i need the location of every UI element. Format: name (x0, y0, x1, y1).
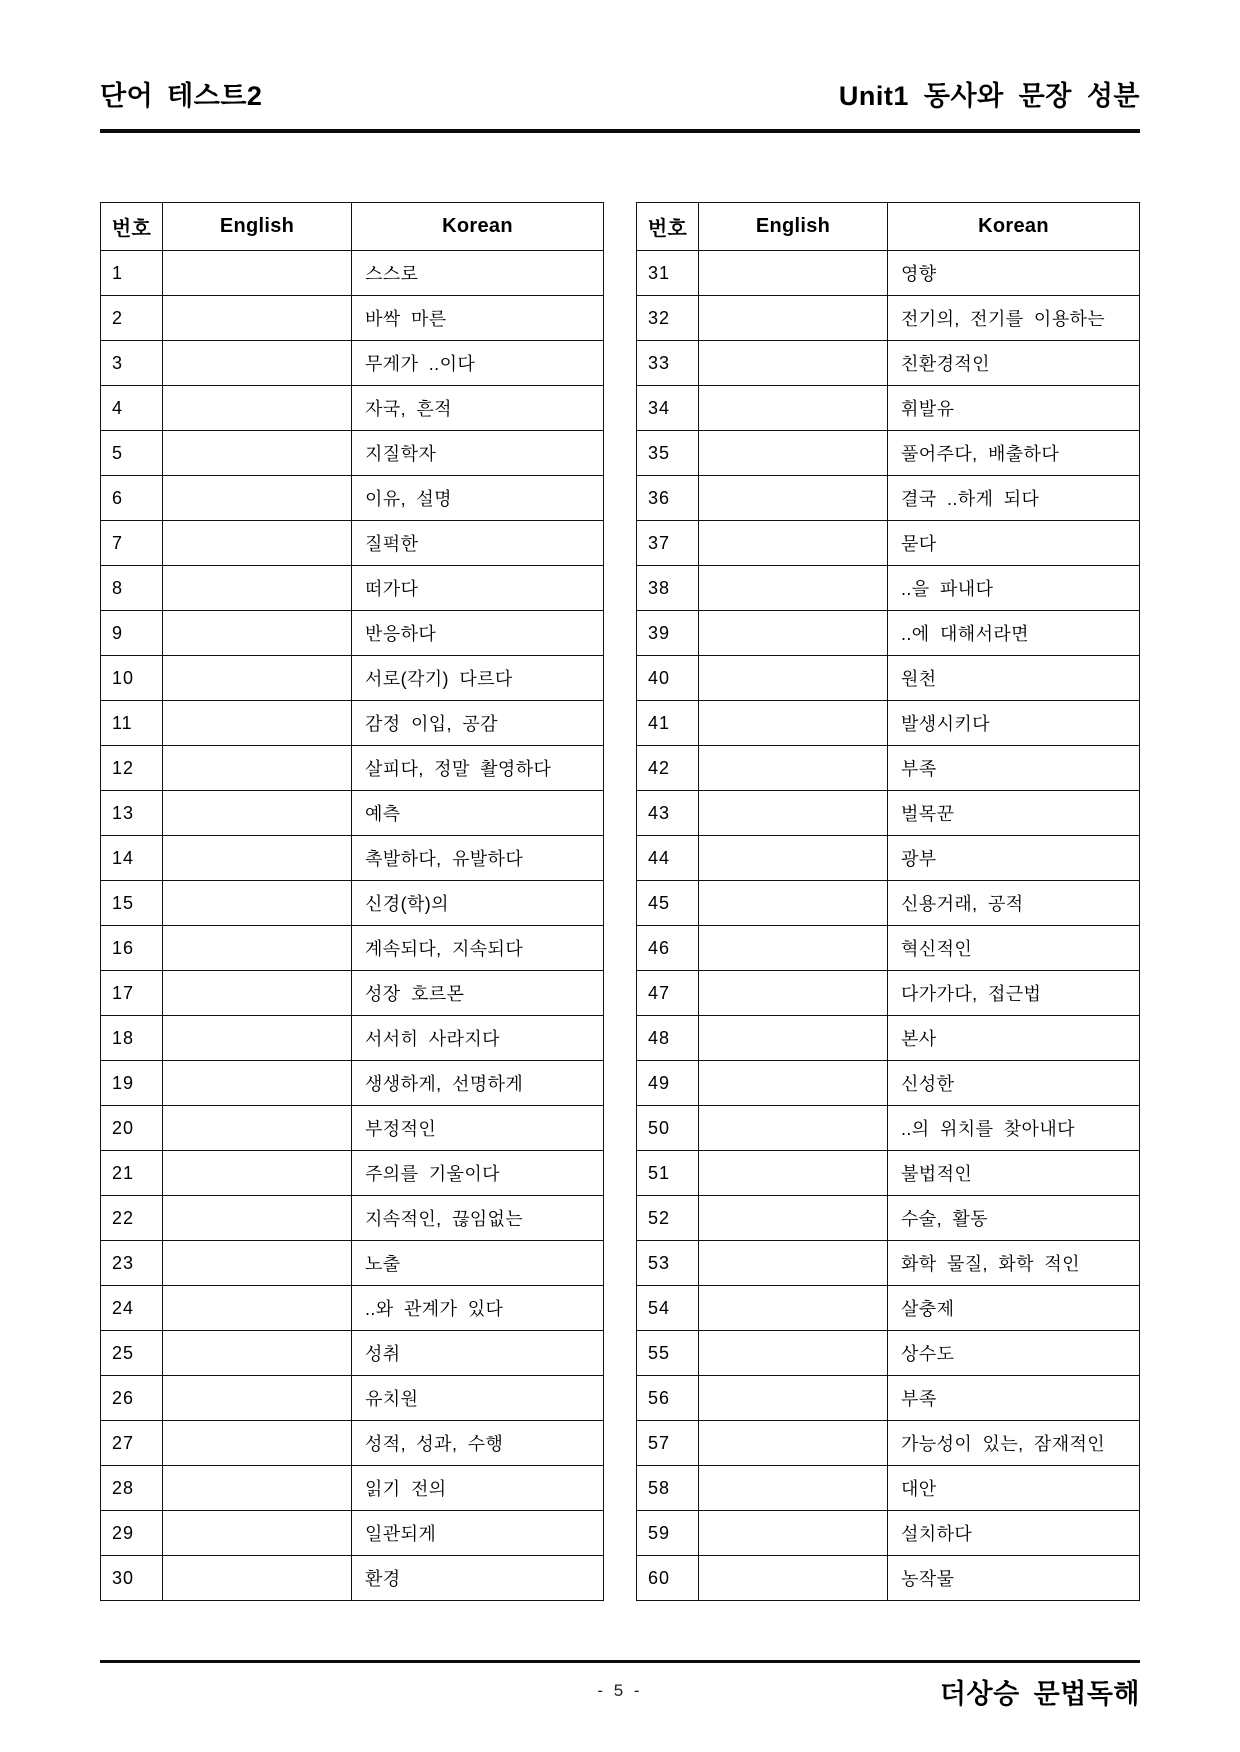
table-row (637, 566, 1140, 611)
korean-cell: 서서히 사라지다 (352, 1016, 604, 1061)
row-number: 1 (101, 251, 163, 296)
row-number: 7 (101, 521, 163, 566)
table-row (101, 881, 604, 926)
english-cell (699, 1286, 888, 1331)
table-row (101, 1241, 604, 1286)
english-cell (163, 1016, 352, 1061)
korean-cell: 수술, 활동 (888, 1196, 1140, 1241)
table-row (637, 1556, 1140, 1601)
korean-cell: 일관되게 (352, 1511, 604, 1556)
table-row (101, 1556, 604, 1601)
table-row (101, 521, 604, 566)
row-number: 44 (637, 836, 699, 881)
table-row (101, 1511, 604, 1556)
row-number: 9 (101, 611, 163, 656)
korean-cell: 원천 (888, 656, 1140, 701)
english-cell (163, 566, 352, 611)
korean-cell: 살충제 (888, 1286, 1140, 1331)
korean-cell: ..에 대해서라면 (888, 611, 1140, 656)
korean-cell: 벌목꾼 (888, 791, 1140, 836)
row-number: 18 (101, 1016, 163, 1061)
korean-cell: 발생시키다 (888, 701, 1140, 746)
table-row (101, 656, 604, 701)
row-number: 52 (637, 1196, 699, 1241)
english-cell (699, 1376, 888, 1421)
korean-cell: 친환경적인 (888, 341, 1140, 386)
korean-cell: 계속되다, 지속되다 (352, 926, 604, 971)
row-number: 5 (101, 431, 163, 476)
english-cell (163, 1556, 352, 1601)
korean-cell: 상수도 (888, 1331, 1140, 1376)
korean-cell: 신경(학)의 (352, 881, 604, 926)
table-row (637, 1106, 1140, 1151)
english-cell (699, 1331, 888, 1376)
row-number: 47 (637, 971, 699, 1016)
english-cell (163, 881, 352, 926)
korean-cell: 생생하게, 선명하게 (352, 1061, 604, 1106)
row-number: 50 (637, 1106, 699, 1151)
korean-cell: 주의를 기울이다 (352, 1151, 604, 1196)
english-cell (699, 476, 888, 521)
english-cell (699, 251, 888, 296)
korean-cell: 부족 (888, 1376, 1140, 1421)
table-row (637, 386, 1140, 431)
korean-cell: 지질학자 (352, 431, 604, 476)
table-row (101, 836, 604, 881)
row-number: 10 (101, 656, 163, 701)
table-row (637, 1196, 1140, 1241)
english-cell (699, 611, 888, 656)
row-number: 34 (637, 386, 699, 431)
table-row (637, 296, 1140, 341)
table-row (637, 746, 1140, 791)
english-cell (699, 791, 888, 836)
page-number: - 5 - (597, 1681, 643, 1700)
row-number: 6 (101, 476, 163, 521)
col-header-english: English (163, 203, 352, 251)
english-cell (699, 1421, 888, 1466)
table-row (101, 1376, 604, 1421)
row-number: 48 (637, 1016, 699, 1061)
table-row (637, 971, 1140, 1016)
row-number: 2 (101, 296, 163, 341)
english-cell (699, 296, 888, 341)
korean-cell: 이유, 설명 (352, 476, 604, 521)
vocab-table-right (636, 202, 1140, 1601)
korean-cell: 유치원 (352, 1376, 604, 1421)
row-number: 39 (637, 611, 699, 656)
row-number: 42 (637, 746, 699, 791)
korean-cell: 부정적인 (352, 1106, 604, 1151)
english-cell (163, 1151, 352, 1196)
table-row (637, 656, 1140, 701)
english-cell (163, 926, 352, 971)
row-number: 22 (101, 1196, 163, 1241)
english-cell (163, 1241, 352, 1286)
english-cell (699, 701, 888, 746)
english-cell (163, 971, 352, 1016)
row-number: 23 (101, 1241, 163, 1286)
table-row (637, 341, 1140, 386)
row-number: 26 (101, 1376, 163, 1421)
row-number: 56 (637, 1376, 699, 1421)
korean-cell: 읽기 전의 (352, 1466, 604, 1511)
table-row (101, 746, 604, 791)
row-number: 30 (101, 1556, 163, 1601)
table-row (637, 431, 1140, 476)
row-number: 29 (101, 1511, 163, 1556)
korean-cell: 신용거래, 공적 (888, 881, 1140, 926)
footer-rule (100, 1660, 1140, 1663)
english-cell (163, 386, 352, 431)
english-cell (163, 1061, 352, 1106)
table-row (101, 1016, 604, 1061)
english-cell (163, 791, 352, 836)
english-cell (699, 1061, 888, 1106)
row-number: 11 (101, 701, 163, 746)
korean-cell: 성장 호르몬 (352, 971, 604, 1016)
english-cell (163, 656, 352, 701)
table-row (101, 251, 604, 296)
english-cell (163, 521, 352, 566)
table-row (101, 1421, 604, 1466)
table-row (637, 1421, 1140, 1466)
english-cell (163, 1466, 352, 1511)
korean-cell: 화학 물질, 화학 적인 (888, 1241, 1140, 1286)
korean-cell: 묻다 (888, 521, 1140, 566)
row-number: 49 (637, 1061, 699, 1106)
row-number: 14 (101, 836, 163, 881)
korean-cell: 자국, 흔적 (352, 386, 604, 431)
row-number: 32 (637, 296, 699, 341)
korean-cell: ..의 위치를 찾아내다 (888, 1106, 1140, 1151)
english-cell (699, 836, 888, 881)
korean-cell: 반응하다 (352, 611, 604, 656)
korean-cell: 무게가 ..이다 (352, 341, 604, 386)
table-row (637, 476, 1140, 521)
vocab-tables (100, 202, 1140, 1601)
korean-cell: 성적, 성과, 수행 (352, 1421, 604, 1466)
table-row (637, 1016, 1140, 1061)
row-number: 19 (101, 1061, 163, 1106)
col-header-korean: Korean (352, 203, 604, 251)
row-number: 35 (637, 431, 699, 476)
english-cell (163, 341, 352, 386)
korean-cell: 가능성이 있는, 잠재적인 (888, 1421, 1140, 1466)
row-number: 17 (101, 971, 163, 1016)
table-header-row (637, 203, 1140, 251)
english-cell (163, 1106, 352, 1151)
table-row (101, 431, 604, 476)
table-row (101, 1196, 604, 1241)
english-cell (163, 476, 352, 521)
korean-cell: 휘발유 (888, 386, 1140, 431)
row-number: 12 (101, 746, 163, 791)
document-header (100, 74, 1140, 133)
korean-cell: 결국 ..하게 되다 (888, 476, 1140, 521)
korean-cell: 질퍽한 (352, 521, 604, 566)
table-row (637, 1151, 1140, 1196)
row-number: 51 (637, 1151, 699, 1196)
vocab-table-left (100, 202, 604, 1601)
korean-cell: 서로(각기) 다르다 (352, 656, 604, 701)
row-number: 28 (101, 1466, 163, 1511)
korean-cell: 스스로 (352, 251, 604, 296)
col-header-korean: Korean (888, 203, 1140, 251)
row-number: 54 (637, 1286, 699, 1331)
korean-cell: 환경 (352, 1556, 604, 1601)
row-number: 4 (101, 386, 163, 431)
english-cell (699, 1466, 888, 1511)
english-cell (699, 1151, 888, 1196)
korean-cell: 풀어주다, 배출하다 (888, 431, 1140, 476)
table-row (637, 251, 1140, 296)
page-title: 단어 테스트2 (100, 81, 263, 111)
row-number: 33 (637, 341, 699, 386)
english-cell (163, 1196, 352, 1241)
english-cell (163, 1421, 352, 1466)
row-number: 58 (637, 1466, 699, 1511)
korean-cell: 촉발하다, 유발하다 (352, 836, 604, 881)
table-row (101, 1466, 604, 1511)
english-cell (163, 1511, 352, 1556)
table-row (101, 926, 604, 971)
korean-cell: 본사 (888, 1016, 1140, 1061)
table-row (637, 926, 1140, 971)
korean-cell: 농작물 (888, 1556, 1140, 1601)
english-cell (699, 566, 888, 611)
english-cell (699, 1106, 888, 1151)
table-row (101, 296, 604, 341)
row-number: 20 (101, 1106, 163, 1151)
english-cell (699, 881, 888, 926)
col-header-english: English (699, 203, 888, 251)
row-number: 60 (637, 1556, 699, 1601)
table-row (637, 791, 1140, 836)
korean-cell: 지속적인, 끊임없는 (352, 1196, 604, 1241)
table-row (637, 1376, 1140, 1421)
row-number: 45 (637, 881, 699, 926)
english-cell (699, 926, 888, 971)
row-number: 37 (637, 521, 699, 566)
table-row (637, 881, 1140, 926)
table-row (101, 1331, 604, 1376)
english-cell (699, 1241, 888, 1286)
english-cell (163, 296, 352, 341)
korean-cell: 다가가다, 접근법 (888, 971, 1140, 1016)
table-row (101, 701, 604, 746)
row-number: 38 (637, 566, 699, 611)
english-cell (163, 746, 352, 791)
table-row (637, 701, 1140, 746)
english-cell (699, 1511, 888, 1556)
english-cell (699, 521, 888, 566)
english-cell (699, 1556, 888, 1601)
row-number: 16 (101, 926, 163, 971)
korean-cell: 살피다, 정말 촬영하다 (352, 746, 604, 791)
row-number: 40 (637, 656, 699, 701)
table-row (101, 1106, 604, 1151)
english-cell (699, 746, 888, 791)
english-cell (699, 656, 888, 701)
row-number: 25 (101, 1331, 163, 1376)
row-number: 8 (101, 566, 163, 611)
row-number: 15 (101, 881, 163, 926)
english-cell (163, 701, 352, 746)
table-row (637, 1241, 1140, 1286)
korean-cell: ..와 관계가 있다 (352, 1286, 604, 1331)
row-number: 36 (637, 476, 699, 521)
unit-title: Unit1 동사와 문장 성분 (838, 81, 1140, 111)
table-row (637, 1331, 1140, 1376)
table-row (101, 791, 604, 836)
english-cell (163, 1376, 352, 1421)
table-row (637, 1466, 1140, 1511)
table-row (101, 611, 604, 656)
row-number: 43 (637, 791, 699, 836)
table-row (637, 1286, 1140, 1331)
korean-cell: 광부 (888, 836, 1140, 881)
col-header-number: 번호 (101, 203, 163, 251)
table-row (101, 1151, 604, 1196)
col-header-number: 번호 (637, 203, 699, 251)
korean-cell: 감정 이입, 공감 (352, 701, 604, 746)
row-number: 21 (101, 1151, 163, 1196)
english-cell (163, 1286, 352, 1331)
table-row (101, 386, 604, 431)
korean-cell: 전기의, 전기를 이용하는 (888, 296, 1140, 341)
row-number: 31 (637, 251, 699, 296)
row-number: 53 (637, 1241, 699, 1286)
table-row (101, 566, 604, 611)
row-number: 59 (637, 1511, 699, 1556)
table-header-row (101, 203, 604, 251)
korean-cell: 혁신적인 (888, 926, 1140, 971)
korean-cell: 영향 (888, 251, 1140, 296)
english-cell (699, 971, 888, 1016)
english-cell (699, 1196, 888, 1241)
english-cell (699, 386, 888, 431)
row-number: 13 (101, 791, 163, 836)
table-row (637, 836, 1140, 881)
korean-cell: 불법적인 (888, 1151, 1140, 1196)
row-number: 46 (637, 926, 699, 971)
table-row (637, 1511, 1140, 1556)
korean-cell: 노출 (352, 1241, 604, 1286)
row-number: 3 (101, 341, 163, 386)
english-cell (699, 1016, 888, 1061)
table-row (637, 1061, 1140, 1106)
korean-cell: ..을 파내다 (888, 566, 1140, 611)
table-row (637, 611, 1140, 656)
english-cell (163, 251, 352, 296)
korean-cell: 설치하다 (888, 1511, 1140, 1556)
korean-cell: 바싹 마른 (352, 296, 604, 341)
english-cell (163, 836, 352, 881)
table-row (101, 1286, 604, 1331)
korean-cell: 부족 (888, 746, 1140, 791)
table-row (101, 1061, 604, 1106)
row-number: 57 (637, 1421, 699, 1466)
english-cell (699, 431, 888, 476)
english-cell (163, 431, 352, 476)
brand-footer: 더상승 문법독해 (939, 1679, 1140, 1709)
row-number: 27 (101, 1421, 163, 1466)
korean-cell: 성취 (352, 1331, 604, 1376)
english-cell (163, 611, 352, 656)
korean-cell: 예측 (352, 791, 604, 836)
korean-cell: 신성한 (888, 1061, 1140, 1106)
english-cell (699, 341, 888, 386)
table-row (101, 971, 604, 1016)
row-number: 41 (637, 701, 699, 746)
korean-cell: 떠가다 (352, 566, 604, 611)
row-number: 55 (637, 1331, 699, 1376)
table-row (637, 521, 1140, 566)
korean-cell: 대안 (888, 1466, 1140, 1511)
table-row (101, 476, 604, 521)
table-row (101, 341, 604, 386)
row-number: 24 (101, 1286, 163, 1331)
english-cell (163, 1331, 352, 1376)
